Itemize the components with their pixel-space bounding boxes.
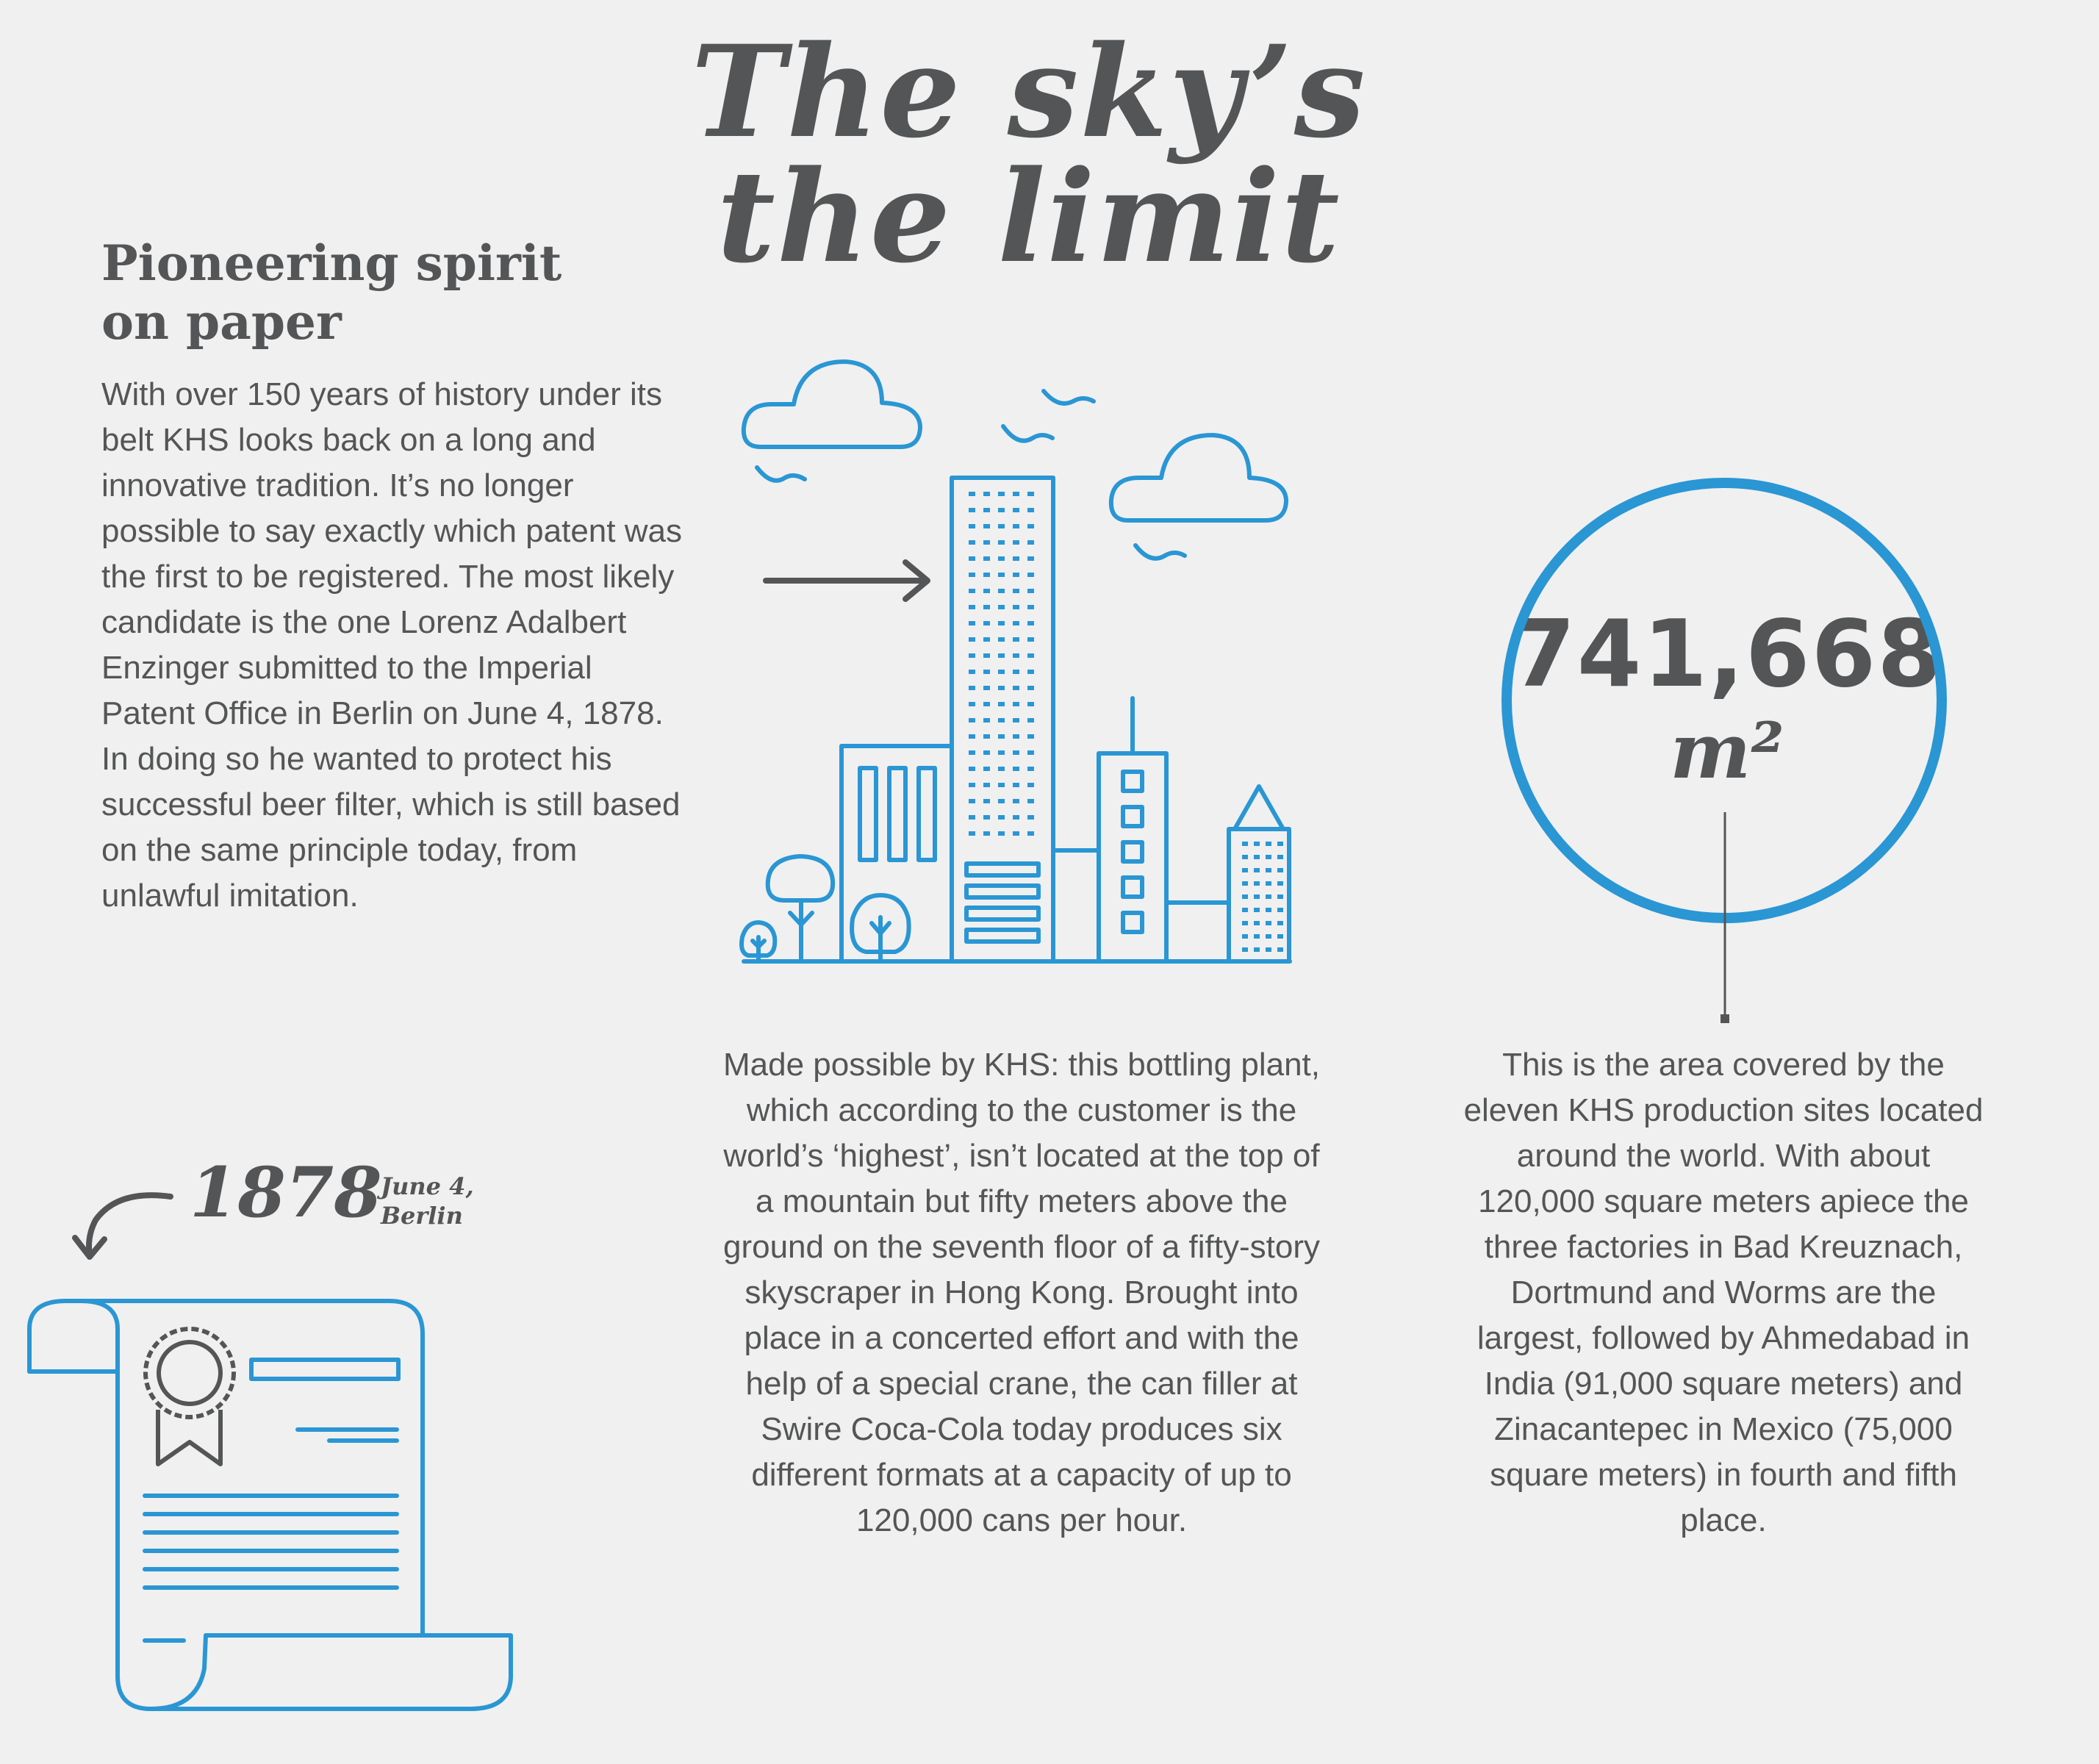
section-heading-line-2: on paper [101,293,342,351]
production-area-text: This is the area covered by the eleven KHS production sites located around the world. With about 120,000 square meters apiece the three factories in Bad Kreuznach, Dortmund and Worms are the largest, followed by Ahmedabad in India (91,000 square meters) and Zinacantepec in Mexico (75,000 square meters) in fourth and fifth place. [1463,1047,1984,1538]
headline-line-1: The sky’s [691,17,1367,166]
section-heading [101,234,689,351]
seal-ribbon-icon [146,1329,234,1464]
arrow-right-icon [766,562,927,599]
headline-line-2: the limit [717,142,1341,291]
cloud-icon [1111,435,1286,520]
patent-day: June 4, [381,1172,474,1200]
tree-icon [768,856,833,961]
section-heading-line-1: Pioneering spirit [101,234,562,292]
bird-icon [1003,426,1052,441]
patent-year: 1878 [190,1152,382,1233]
patent-date-detail [381,1172,474,1230]
curved-arrow-icon [75,1195,171,1257]
production-area-value: 741,668 [1511,600,1943,708]
headline [661,17,1396,291]
tree-icon [742,922,775,961]
bird-icon [757,467,805,481]
production-area-unit: m² [1670,706,1784,796]
patent-scroll-icon [29,1301,511,1709]
patent-place: Berlin [381,1202,463,1230]
cloud-icon [744,362,920,447]
bird-icon [1135,545,1185,559]
bird-icon [1044,391,1094,404]
patent-history-text: With over 150 years of history under its belt KHS looks back on a long and innovative tradition. It’s no longer possible to say exactly which patent was the first to be registered. The most likely candidate is the one Lorenz Adalbert Enzinger submitted to the Imperial Patent Office in Berlin on June 4, 1878. In doing so he wanted to protect his successful beer filter, which is still based on the same principle today, from unlawful imitation. [101,376,682,914]
tree-icon [852,895,909,961]
skyscraper-plant-text: Made possible by KHS: this bottling plant, which according to the customer is the world’s ‘highest’, isn’t located at the top of a mountain but fifty meters above the ground on the seventh floor of a fifty-story skyscraper in Hong Kong. Brought into place in a concerted effort and with the help of a special crane, the can filler at Swire Coca-Cola today produces six different formats at a capacity of up to 120,000 cans per hour. [722,1047,1320,1538]
